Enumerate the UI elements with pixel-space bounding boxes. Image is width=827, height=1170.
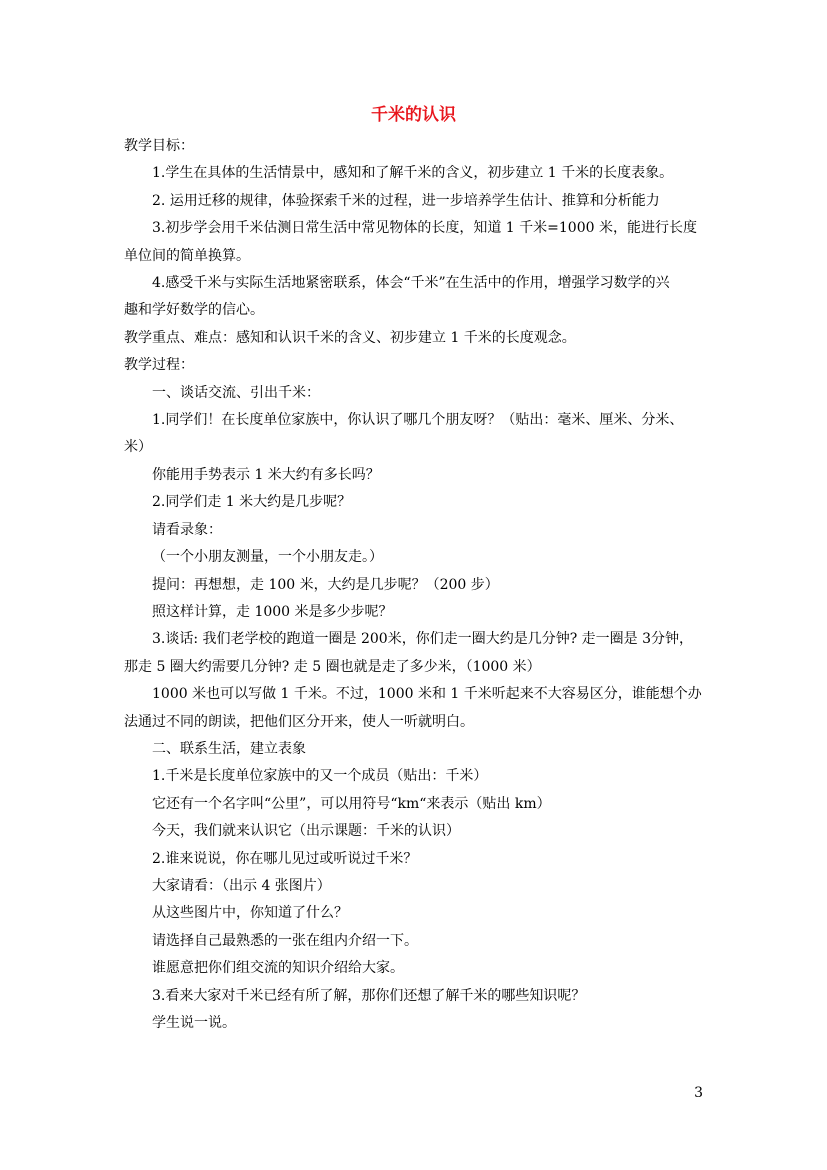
text-line: 2.谁来说说，你在哪儿见过或听说过千米？ — [152, 850, 418, 867]
text-line: （一个小朋友测量，一个小朋友走。） — [152, 549, 383, 566]
text-line: 学生说一说。 — [152, 1015, 236, 1031]
text-line: 1.千米是长度单位家族中的又一个成员（贴出：千米） — [152, 768, 488, 785]
text-line: 今天，我们就来认识它（出示课题：千米的认识） — [152, 823, 460, 840]
text-line: 大家请看：（出示 4 张图片） — [152, 877, 331, 894]
text-line: 教学过程： — [124, 357, 194, 374]
text-line: 请看录象： — [152, 521, 222, 538]
text-line: 趣和学好数学的信心。 — [124, 302, 264, 319]
text-line: 3.谈话: 我们老学校的跑道一圈是 200米，你们走一圈大约是几分钟? 走一圈是 3分钟， — [152, 631, 694, 648]
text-line: 1000 米也可以写做 1 千米。不过，1000 米和 1 千米听起来不大容易区分，谁能想个办 — [152, 686, 702, 703]
document-title: 千米的认识 — [371, 105, 456, 125]
text-line: 你能用手势表示 1 米大约有多长吗？ — [152, 466, 380, 483]
text-line: 那走 5 圈大约需要几分钟? 走 5 圈也就是走了多少米，（1000 米） — [124, 658, 541, 675]
text-line: 1.同学们！在长度单位家族中，你认识了哪几个朋友呀？（贴出：毫米、厘米、分米、 — [152, 412, 684, 429]
text-line: 2.同学们走 1 米大约是几步呢？ — [152, 494, 352, 511]
text-line: 它还有一个名字叫“公里”，可以用符号“km“来表示（贴出 km） — [152, 795, 551, 812]
document-body — [124, 133, 704, 1037]
text-line: 请选择自己最熟悉的一张在组内介绍一下。 — [152, 932, 418, 949]
text-line: 教学重点、难点：感知和认识千米的含义、初步建立 1 千米的长度观念。 — [124, 329, 576, 346]
text-line: 米） — [124, 439, 152, 456]
text-line: 1.学生在具体的生活情景中，感知和了解千米的含义，初步建立 1 千米的长度表象。 — [152, 165, 674, 182]
text-line: 一、谈话交流、引出千米： — [152, 384, 320, 401]
text-line: 2. 运用迁移的规律，体验探索千米的过程，进一步培养学生估计、推算和分析能力 — [152, 192, 660, 209]
text-line: 单位间的简单换算。 — [124, 247, 250, 264]
text-line: 从这些图片中，你知道了什么？ — [152, 905, 348, 922]
text-line: 4.感受千米与实际生活地紧密联系，体会“千米”在生活中的作用，增强学习数学的兴 — [152, 275, 670, 292]
text-line: 法通过不同的朗读，把他们区分开来，使人一听就明白。 — [124, 713, 474, 730]
text-line: 提问：再想想，走 100 米，大约是几步呢？（200 步） — [152, 576, 499, 593]
text-line: 3.看来大家对千米已经有所了解，那你们还想了解千米的哪些知识呢？ — [152, 987, 586, 1004]
text-line: 二、联系生活，建立表象 — [152, 740, 306, 757]
text-line: 照这样计算，走 1000 米是多少步呢？ — [152, 603, 393, 620]
text-line: 谁愿意把你们组交流的知识介绍给大家。 — [152, 960, 404, 977]
text-line: 3.初步学会用千米估测日常生活中常见物体的长度，知道 1 千米=1000 米，能进行长度 — [152, 220, 697, 237]
page-number: 3 — [694, 1085, 703, 1101]
text-line: 教学目标： — [124, 138, 194, 154]
